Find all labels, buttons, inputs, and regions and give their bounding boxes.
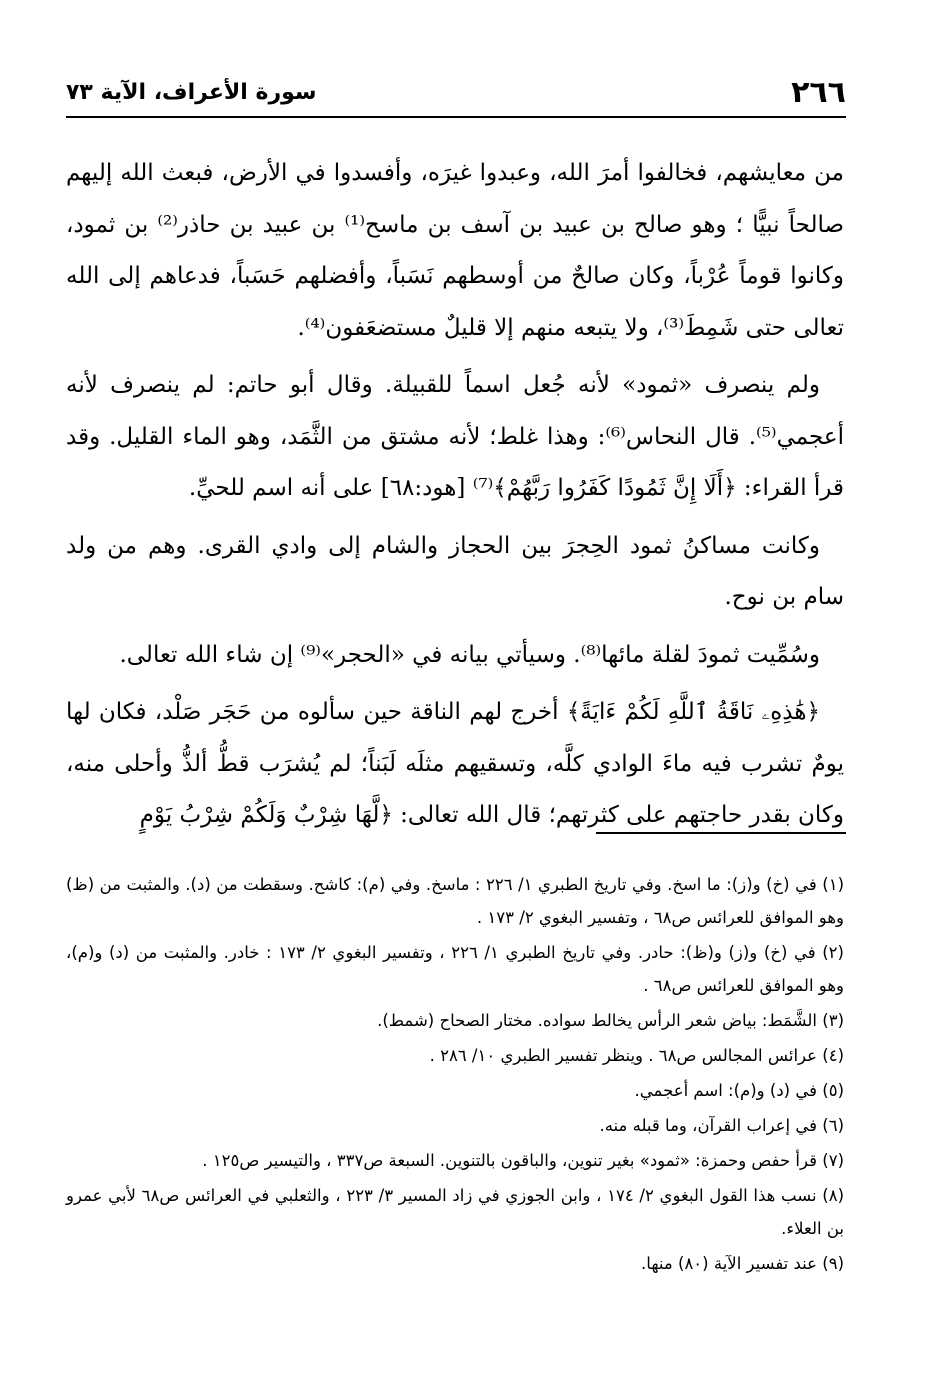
- footnote: (٥) في (د) و(م): اسم أعجمي.: [634, 1081, 844, 1100]
- footnote: (٧) قرأ حفص وحمزة: «ثمود» بغير تنوين، والباقون بالتنوين. السبعة ص٣٣٧ ، والتيسير ص١٢٥ .: [202, 1151, 844, 1170]
- footnote-separator: [596, 832, 846, 834]
- paragraph: ولم ينصرف «ثمود» لأنه جُعل اسماً للقبيلة. وقال أبو حاتم: لم ينصرف لأنه أعجمي⁽⁵⁾. قال النحاس⁽⁶⁾: وهذا غلط؛ لأنه مشتق من الثَّمَد، وهو الماء القليل. وقد قرأ القراء: ﴿أَلَا إِنَّ ثَمُودًا كَفَرُوا رَبَّهُمْ﴾⁽⁷⁾ [هود:٦٨] على أنه اسم للحيِّ.: [66, 372, 844, 501]
- footnote: (٨) نسب هذا القول البغوي ٢/ ١٧٤ ، وابن الجوزي في زاد المسير ٣/ ٢٢٣ ، والثعلبي في العرائس ص٦٨ لأبي عمرو بن العلاء.: [66, 1186, 844, 1238]
- paragraph: ﴿هَٰذِهِۦ نَاقَةُ ٱللَّهِ لَكُمْ ءَايَةً﴾ أخرج لهم الناقة حين سألوه من حَجَر صَلْد، فكان لها يومٌ تشرب فيه ماءَ الوادي كلَّه، وتسقيهم مثلَه لَبَناً؛ لم يُشرَب قطُّ ألذُّ وأحلى منه، وكان بقدر حاجتهم على كثرتهم؛ قال الله تعالى: ﴿لَّهَا شِرْبٌ وَلَكُمْ شِرْبُ يَوْمٍ: [66, 699, 844, 828]
- footnote: (٩) عند تفسير الآية (٨٠) منها.: [641, 1254, 844, 1273]
- footnote: (١) في (خ) و(ز): ما اسخ. وفي تاريخ الطبري ١/ ٢٢٦ : ماسخ. وفي (م): كاشح. وسقطت من (د). والمثبت من (ظ) وهو الموافق للعرائس ص٦٨ ، وتفسير البغوي ٢/ ١٧٣ .: [66, 875, 844, 927]
- page-number: ٢٦٦: [791, 75, 846, 110]
- paragraph: من معايشهم، فخالفوا أمرَ الله، وعبدوا غيرَه، وأفسدوا في الأرض، فبعث الله إليهم صالحاً نبيًّا ؛ وهو صالح بن عبيد بن آسف بن ماسح⁽¹⁾ بن عبيد بن حاذر⁽²⁾ بن ثمود، وكانوا قوماً عُرْباً، وكان صالحٌ من أوسطهم نَسَباً، وأفضلهم حَسَباً، فدعاهم إلى الله تعالى حتى شَمِطَ⁽³⁾، ولا يتبعه منهم إلا قليلٌ مستضعَفون⁽⁴⁾.: [66, 160, 844, 341]
- footnote: (٢) في (خ) و(ز) و(ظ): حادر. وفي تاريخ الطبري ١/ ٢٢٦ ، وتفسير البغوي ٢/ ١٧٣ : خادر. والمثبت من (د) و(م)، وهو الموافق للعرائس ص٦٨ .: [66, 943, 844, 995]
- paragraph: وسُمِّيت ثمودَ لقلة مائها⁽⁸⁾. وسيأتي بيانه في «الحجر»⁽⁹⁾ إن شاء الله تعالى.: [119, 641, 820, 668]
- header-rule: [66, 116, 846, 118]
- running-title: سورة الأعراف، الآية ٧٣: [66, 80, 317, 105]
- page-header: [66, 68, 846, 110]
- footnote: (٤) عرائس المجالس ص٦٨ . وينظر تفسير الطبري ١٠/ ٢٨٦ .: [429, 1046, 844, 1065]
- footnotes: [66, 868, 844, 1282]
- footnote: (٣) الشَّمَط: بياض شعر الرأس يخالط سواده. مختار الصحاح (شمط).: [377, 1011, 844, 1030]
- footnote: (٦) في إعراب القرآن، وما قبله منه.: [599, 1116, 844, 1135]
- paragraph: وكانت مساكنُ ثمود الحِجرَ بين الحجاز والشام إلى وادي القرى. وهم من ولد سام بن نوح.: [66, 532, 844, 610]
- main-text: [66, 148, 844, 848]
